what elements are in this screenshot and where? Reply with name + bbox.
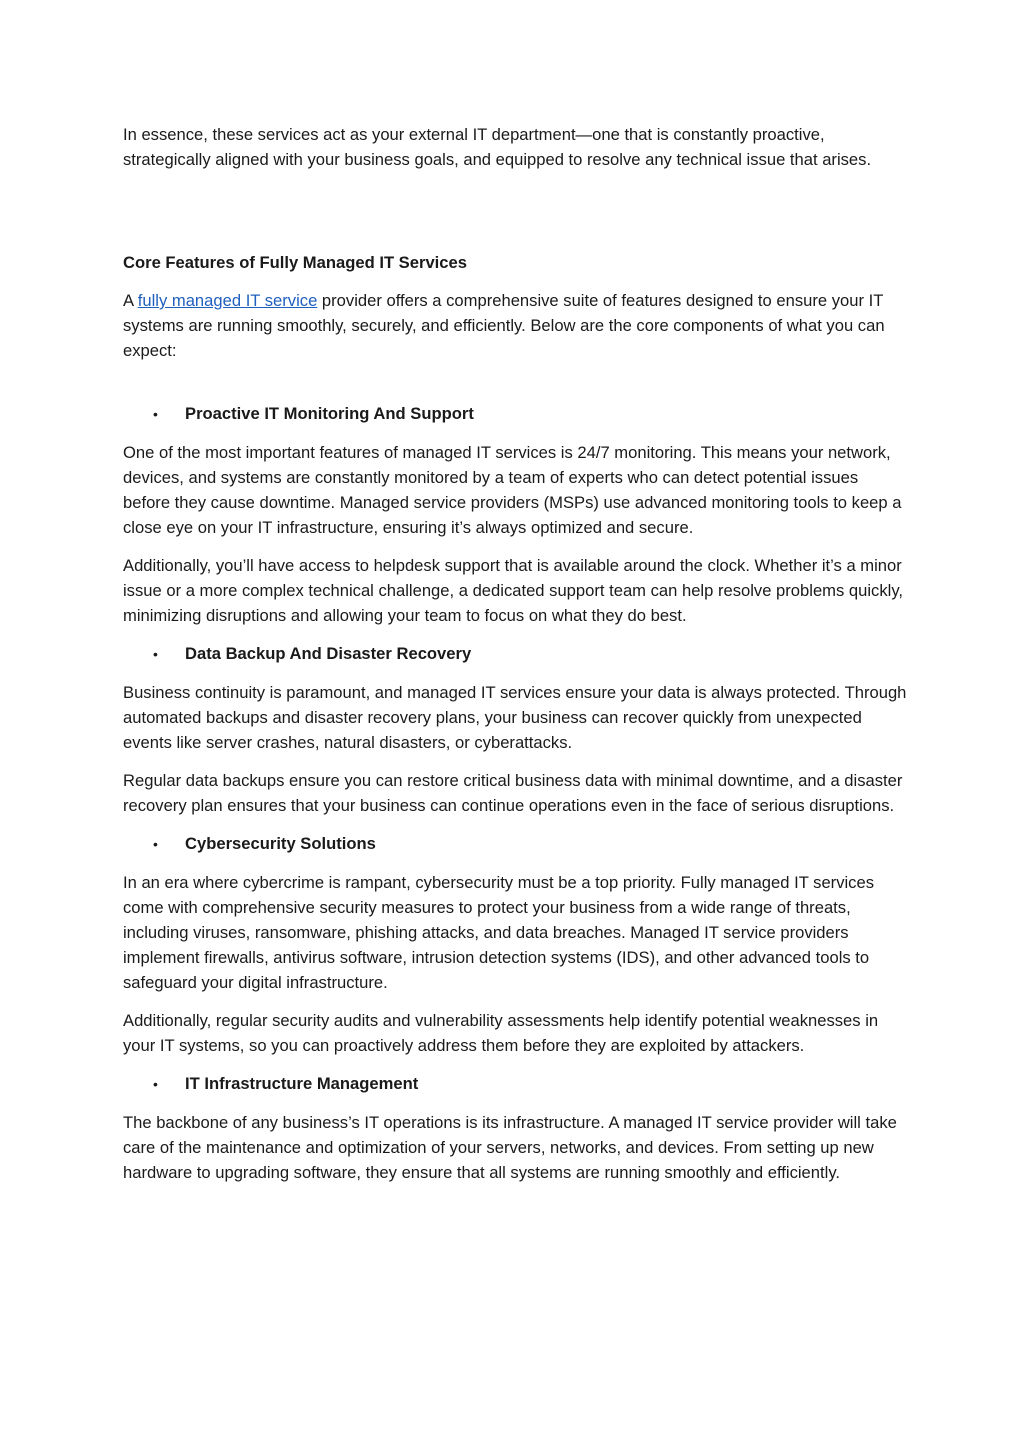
section-paragraph: Business continuity is paramount, and managed IT services ensure your data is always protected. Through automated backups and disaster recovery plans, your business can recover quickly from unexpected events like server crashes, natural disasters, or cyberattacks.	[123, 683, 907, 752]
section-paragraph: One of the most important features of managed IT services is 24/7 monitoring. This means your network, devices, and systems are constantly monitored by a team of experts who can detect potential issues before they cause downtime. Managed service providers (MSPs) use advanced monitoring tools to keep a close eye on your IT infrastructure, ensuring it’s always optimized and secure.	[123, 443, 902, 537]
section-paragraph: Additionally, regular security audits and vulnerability assessments help identify potential weaknesses in your IT systems, so you can proactively address them before they are exploited by attackers.	[123, 1011, 879, 1055]
section-bullet	[123, 641, 908, 667]
section-title: Proactive IT Monitoring And Support	[185, 404, 474, 423]
fully-managed-it-service-link[interactable]: fully managed IT service	[137, 291, 318, 310]
document-page	[123, 122, 908, 1198]
section-paragraph: Regular data backups ensure you can restore critical business data with minimal downtime, and a disaster recovery plan ensures that your business can continue operations even in the face of serious disruptions.	[123, 771, 903, 815]
core-para-prefix: A	[123, 291, 138, 310]
section-bullet	[123, 1071, 908, 1097]
core-features-heading: Core Features of Fully Managed IT Services	[123, 253, 467, 272]
bullet-icon: •	[153, 646, 158, 662]
core-para-suffix: provider offers a comprehensive suite of features designed to ensure your IT systems are running smoothly, securely, and efficiently. Below are the core components of what you can expect:	[123, 291, 885, 360]
bullet-icon: •	[153, 1076, 158, 1092]
core-features-paragraph	[123, 288, 908, 363]
section-title: IT Infrastructure Management	[185, 1074, 419, 1093]
section-paragraph: Additionally, you’ll have access to helpdesk support that is available around the clock. Whether it’s a minor issue or a more complex technical challenge, a dedicated support team can help resolve problems quickly, minimizing disruptions and allowing your team to focus on what they do best.	[123, 556, 904, 625]
section-title: Cybersecurity Solutions	[185, 834, 376, 853]
bullet-icon: •	[153, 406, 158, 422]
section-title: Data Backup And Disaster Recovery	[185, 644, 472, 663]
section-bullet	[123, 831, 908, 857]
section-bullet	[123, 401, 908, 427]
intro-paragraph: In essence, these services act as your external IT department—one that is constantly proactive, strategically aligned with your business goals, and equipped to resolve any technical issue that arises.	[123, 125, 872, 169]
bullet-icon: •	[153, 836, 158, 852]
section-paragraph: In an era where cybercrime is rampant, cybersecurity must be a top priority. Fully managed IT services come with comprehensive security measures to protect your business from a wide range of threats, including viruses, ransomware, phishing attacks, and data breaches. Managed IT service providers implement firewalls, antivirus software, intrusion detection systems (IDS), and other advanced tools to safeguard your digital infrastructure.	[123, 873, 875, 992]
section-paragraph: The backbone of any business’s IT operations is its infrastructure. A managed IT service provider will take care of the maintenance and optimization of your servers, networks, and devices. From setting up new hardware to upgrading software, they ensure that all systems are running smoothly and efficiently.	[123, 1113, 897, 1182]
